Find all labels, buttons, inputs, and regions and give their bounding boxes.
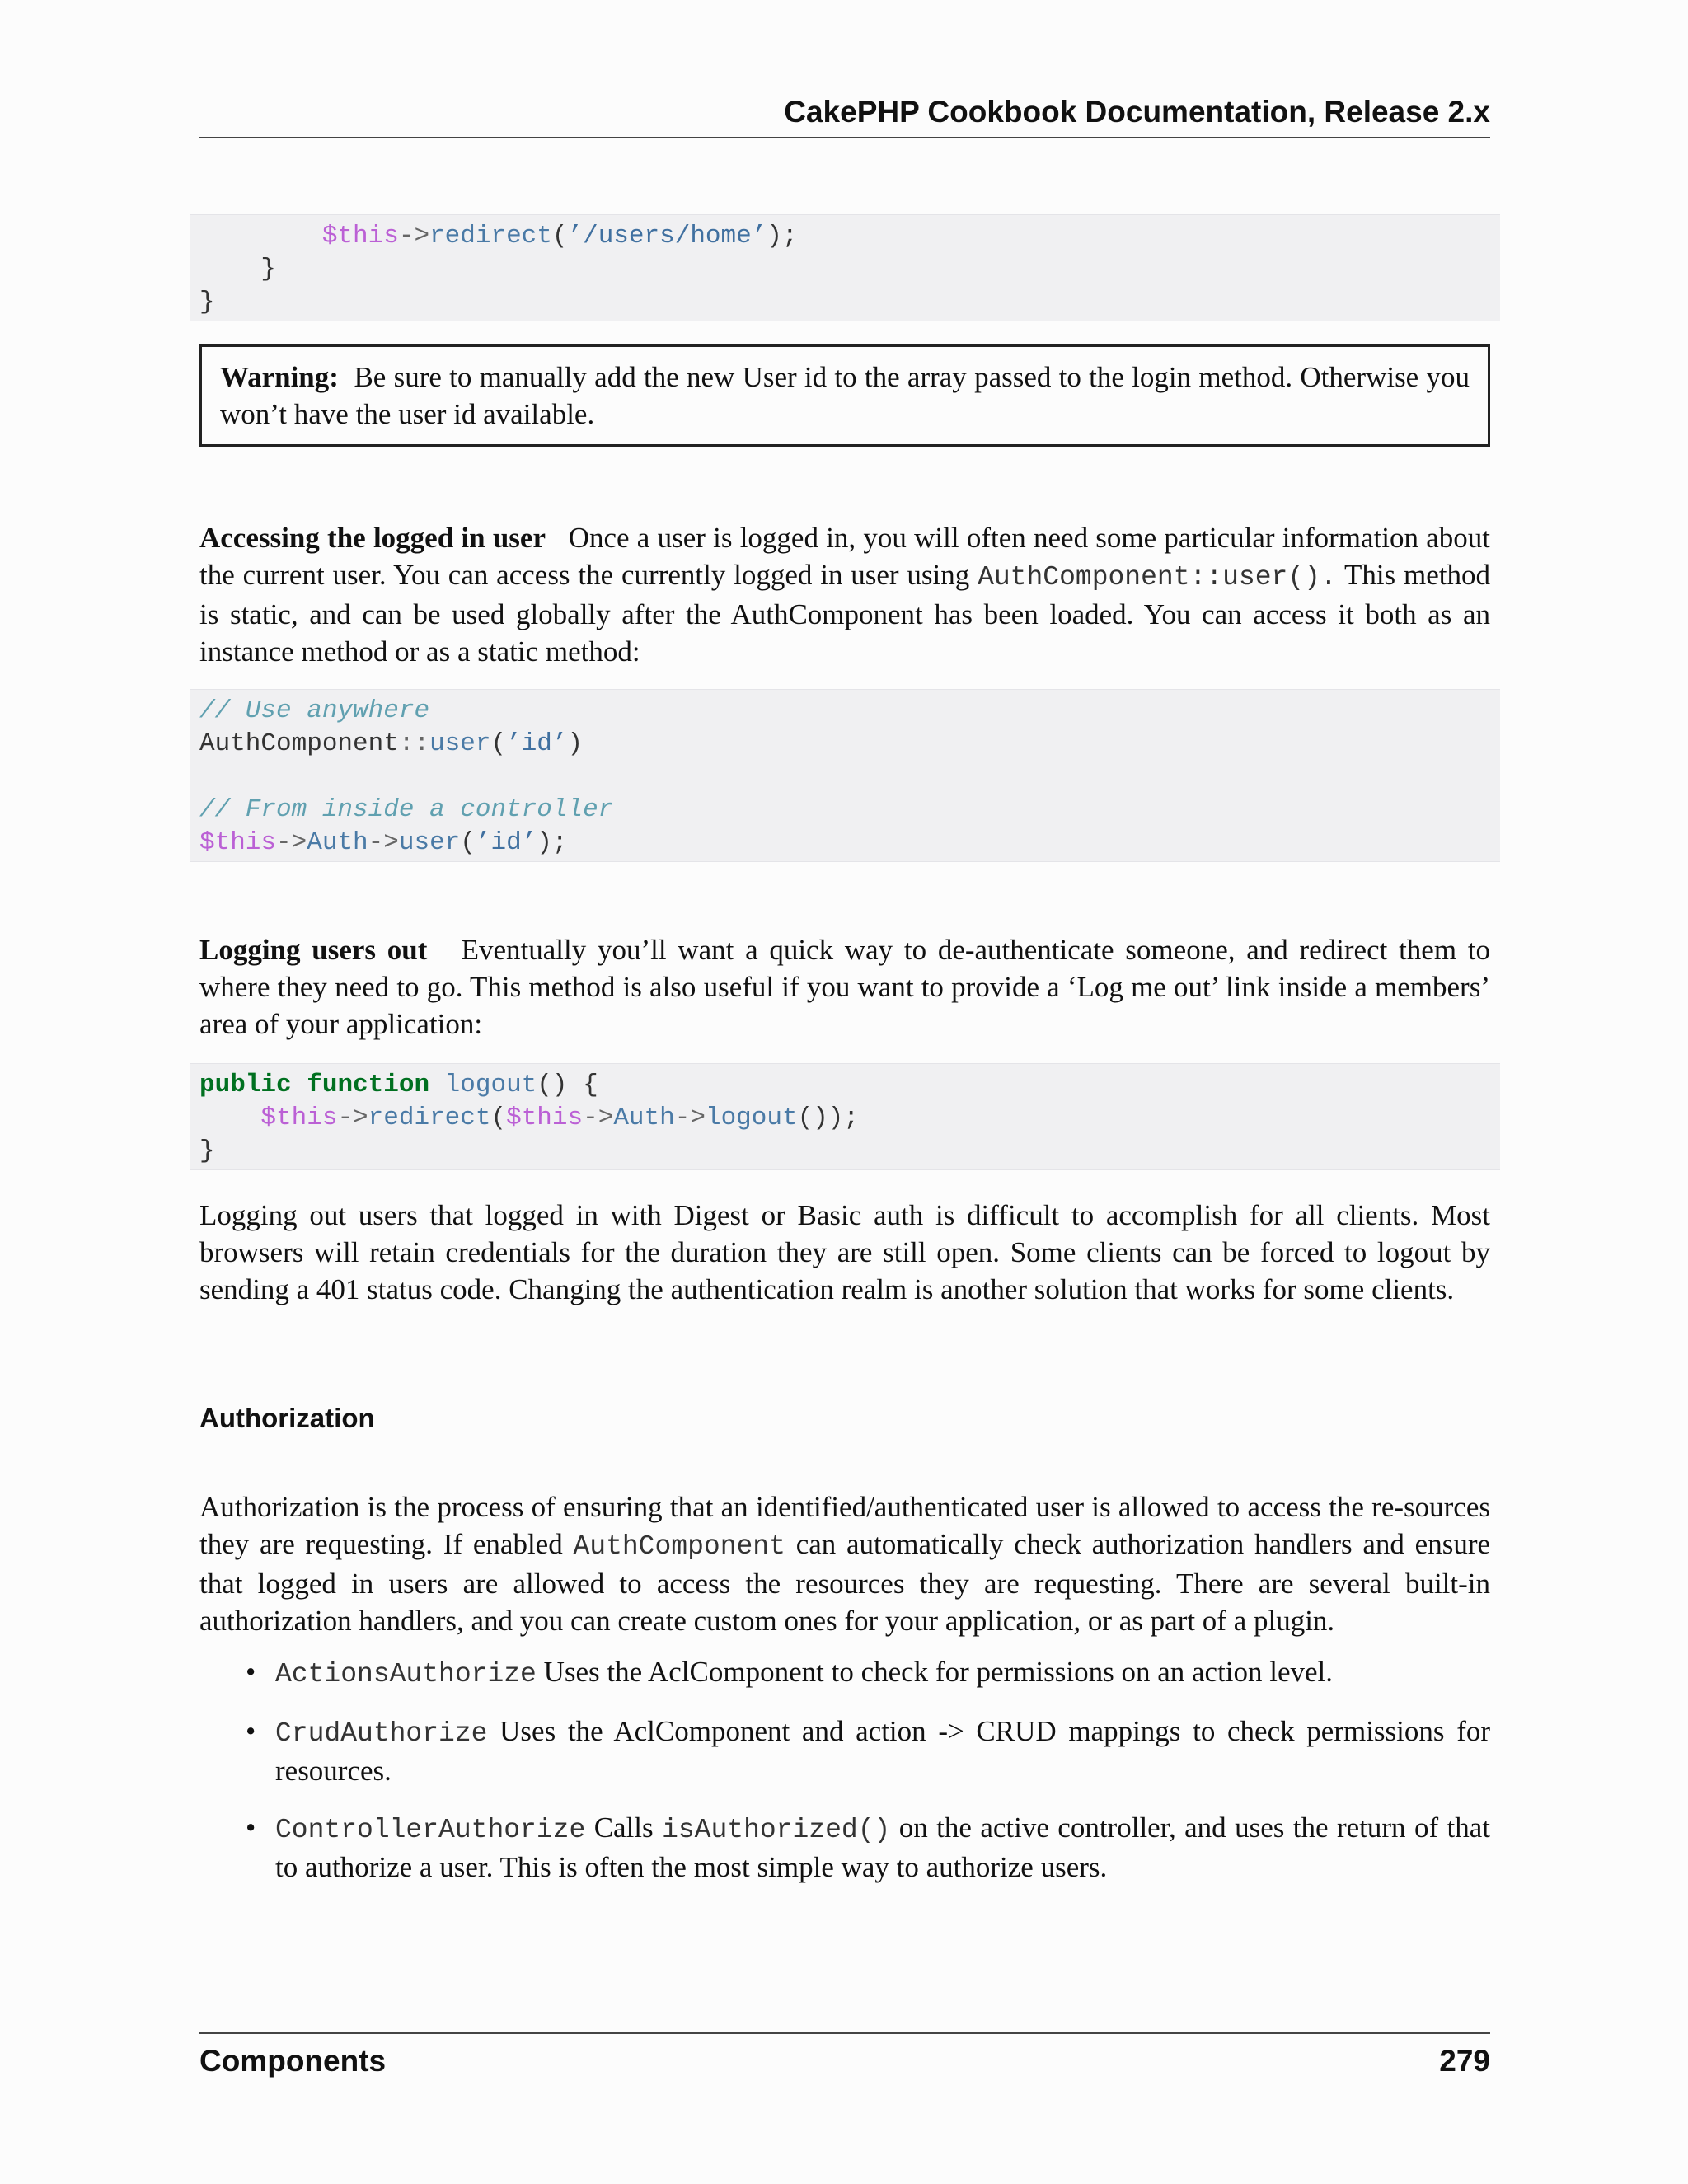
code-token: Auth [613,1104,675,1132]
code-token: redirect [429,222,552,251]
code-token: ’id’ [475,828,537,857]
handler-description: Calls [593,1811,654,1844]
access-paragraph [199,519,1490,670]
footer-section: Components [199,2044,387,2078]
code-token: ( [490,1104,507,1132]
page-number: 279 [1439,2044,1490,2078]
code-token: logout [444,1071,537,1099]
code-comment: // Use anywhere [199,696,430,725]
page-footer [199,2032,1490,2079]
code-token: logout [705,1104,798,1132]
method-code: isAuthorized() [662,1815,891,1845]
access-text-1: Once a user is logged in, you will often need some particular information about the current user. You can access the currently logged in user using [199,522,1490,591]
code-token: ( [551,222,568,251]
code-token: user [429,729,491,758]
code-keyword: function [307,1071,430,1099]
access-text-2: This method is static, and can be used globally after the AuthComponent has been loaded. You can access it both as an instance method or as a static method: [199,559,1490,668]
code-token: ); [767,222,798,251]
bullet-icon: • [246,1656,256,1688]
handler-name: ActionsAuthorize [275,1659,537,1690]
auth-user-code: AuthComponent::user(). [978,562,1337,593]
access-title: Accessing the logged in user [199,522,546,554]
code-token: ); [537,828,568,857]
authorization-text-1: Authorization is the process of ensuring that an identified/authenticated user is allowed to access the re-sources they are requesting. If enabled [199,1491,1490,1560]
code-keyword: public [199,1071,292,1099]
document-page [199,0,1490,2184]
handler-description: on the active controller, and uses the return of that to authorize a user. This is often the most simple way to authorize users. [275,1811,1490,1883]
authorization-text-2: can automatically check authorization handlers and ensure that logged in users are allowed to access the resources they are requesting. There are several built-in authorization handlers, and you can create custom ones for your application, or as part of a plugin. [199,1528,1491,1637]
code-token: ( [490,729,507,758]
bullet-icon: • [246,1811,256,1844]
logout-text: Eventually you’ll want a quick way to de-authenticate someone, and redirect them to where they need to go. This method is also useful if you want to provide a ‘Log me out’ link inside a members’ area of your application: [199,934,1491,1040]
code-token: ()); [797,1104,860,1132]
code-comment: // From inside a controller [199,795,614,824]
code-block-redirect [190,214,1500,321]
code-token: ’/users/home’ [567,222,767,251]
code-token: $this [321,222,399,251]
bullet-icon: • [246,1715,256,1747]
code-token: ’id’ [506,729,568,758]
code-block-logout [190,1063,1500,1170]
authorization-paragraph [199,1488,1490,1639]
list-item [199,1809,1490,1886]
list-item [199,1713,1490,1789]
logout-note-paragraph: Logging out users that logged in with Digest or Basic auth is difficult to accomplish for all clients. Most browsers will retain credentials for the duration they are still open. Some clients can be forced to logout by sending a 401 status code. Changing the authentication realm is another solution that works for some clients. [199,1199,1490,1305]
logout-paragraph [199,931,1490,1043]
code-token: } [199,1137,215,1165]
code-token: redirect [368,1104,491,1132]
code-token: ) [567,729,584,758]
code-token: $this [506,1104,584,1132]
code-token: :: [398,729,430,758]
code-token: $this [260,1104,338,1132]
warning-text: Be sure to manually add the new User id to the array passed to the login method. Otherwise you won’t have the user id available. [220,361,1470,430]
code-token: -> [368,828,399,857]
authorization-heading: Authorization [199,1403,375,1433]
code-token: () { [537,1071,598,1099]
authorize-handler-list [199,1653,1490,1905]
warning-label: Warning: [220,361,339,393]
code-token: } [199,288,215,316]
code-token: -> [674,1104,706,1132]
handler-name: CrudAuthorize [275,1718,488,1749]
code-token: Auth [307,828,368,857]
running-header: CakePHP Cookbook Documentation, Release 2.x [199,92,1490,138]
code-token: AuthComponent [199,729,399,758]
handler-description: Uses the AclComponent and action -> CRUD mappings to check permissions for resources. [275,1715,1490,1787]
code-token: } [260,255,277,284]
list-item [199,1653,1490,1693]
handler-description: Uses the AclComponent to check for permissions on an action level. [543,1656,1334,1688]
warning-admonition [199,344,1490,447]
logout-title: Logging users out [199,934,428,966]
code-token: ( [460,828,476,857]
handler-name: ControllerAuthorize [275,1815,586,1845]
code-token: -> [337,1104,368,1132]
authcomponent-code: AuthComponent [573,1531,785,1562]
code-token: $this [199,828,277,857]
code-token: -> [583,1104,614,1132]
code-token: -> [276,828,307,857]
code-token: -> [398,222,430,251]
code-token: user [398,828,461,857]
code-block-auth-user [190,689,1500,862]
